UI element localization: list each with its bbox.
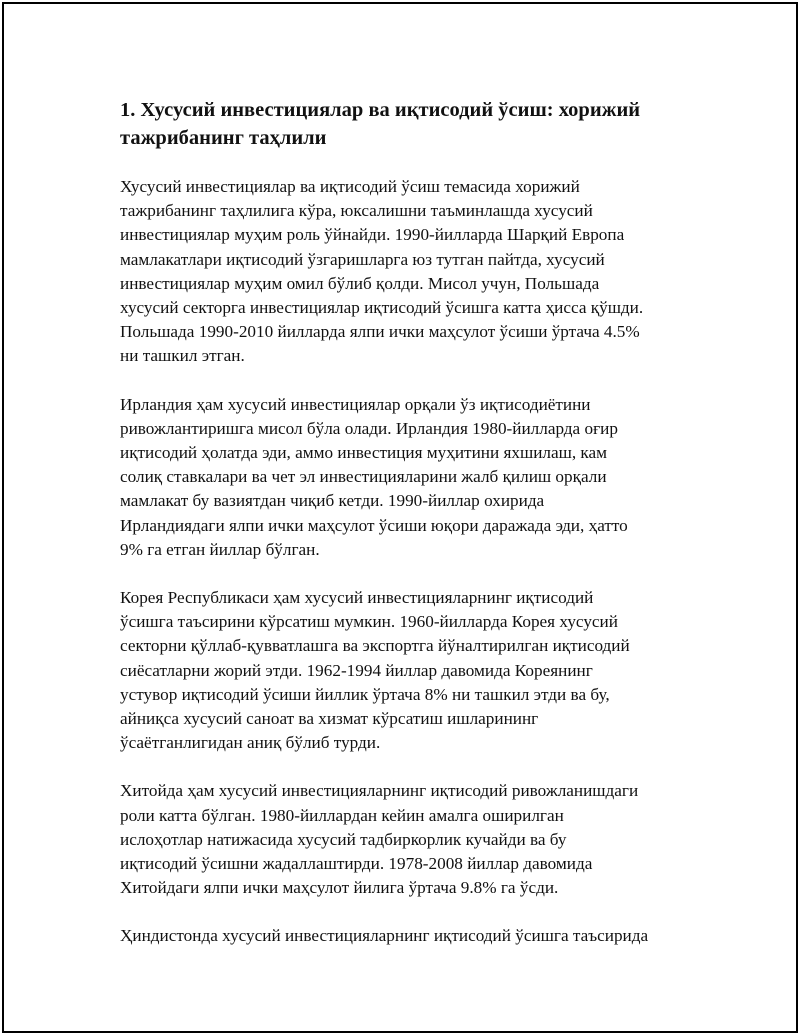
paragraph-poland — [120, 175, 700, 369]
text-line: роли катта бўлган. 1980-йиллардан кейин амалга оширилган — [120, 805, 564, 825]
page-frame — [2, 2, 798, 1033]
text-line: солиқ ставкалари ва чет эл инвестицияларини жалб қилиш орқали — [120, 467, 607, 487]
text-line: Ирландия ҳам хусусий инвестициялар орқали ўз иқтисодиётини — [120, 394, 591, 414]
text-line: секторни қўллаб-қувватлашга ва экспортга йўналтирилган иқтисодий — [120, 636, 630, 656]
text-line: ўсаётганлигидан аниқ бўлиб турди. — [120, 733, 381, 753]
text-line: иқтисодий ўсишни жадаллаштирди. 1978-2008 йиллар давомида — [120, 854, 593, 874]
text-line: тажрибанинг таҳлилига кўра, юксалишни таъминлашда хусусий — [120, 201, 593, 221]
text-line: сиёсатларни жорий этди. 1962-1994 йиллар давомида Кореянинг — [120, 660, 593, 680]
text-line: хусусий секторга инвестициялар иқтисодий ўсишга катта ҳисса қўшди. — [120, 298, 644, 318]
text-line: айниқса хусусий саноат ва хизмат кўрсатиш ишларининг — [120, 709, 539, 729]
text-line: 9% га етган йиллар бўлган. — [120, 539, 320, 559]
heading-line: 1. Хусусий инвестициялар ва иқтисодий ўсиш: хорижий — [120, 99, 641, 121]
text-line: мамлакат бу вазиятдан чиқиб кетди. 1990-йиллар охирида — [120, 491, 545, 511]
text-line: Хитойда ҳам хусусий инвестицияларнинг иқтисодий ривожланишдаги — [120, 781, 639, 801]
paragraph-korea — [120, 586, 700, 755]
text-line: Ирландиядаги ялпи ички маҳсулот ўсиши юқори даражада эди, ҳатто — [120, 515, 628, 535]
text-line: инвестициялар муҳим роль ўйнайди. 1990-йилларда Шарқий Европа — [120, 225, 625, 245]
text-line: инвестициялар муҳим омил бўлиб қолди. Мисол учун, Польшада — [120, 273, 600, 293]
text-line: Ҳиндистонда хусусий инвестицияларнинг иқтисодий ўсишга таъсирида — [120, 926, 649, 946]
text-line: Хусусий инвестициялар ва иқтисодий ўсиш темасида хорижий — [120, 177, 580, 196]
text-line: Корея Республикаси ҳам хусусий инвестицияларнинг иқтисодий — [120, 588, 594, 608]
paragraph-china — [120, 779, 700, 900]
text-line: ни ташкил этган. — [120, 346, 245, 366]
paragraph-ireland — [120, 393, 700, 562]
text-line: ислоҳотлар натижасида хусусий тадбиркорлик кучайди ва бу — [120, 829, 567, 849]
paragraph-india — [120, 924, 700, 948]
text-line: Хитойдаги ялпи ички маҳсулот йилига ўртача 9.8% га ўсди. — [120, 878, 559, 898]
text-line: Польшада 1990-2010 йилларда ялпи ички маҳсулот ўсиши ўртача 4.5% — [120, 322, 640, 342]
text-line: ўсишга таъсирини кўрсатиш мумкин. 1960-йилларда Корея хусусий — [120, 612, 618, 632]
text-line: мамлакатлари иқтисодий ўзгаришларга юз тутган пайтда, хусусий — [120, 249, 605, 269]
text-line: устувор иқтисодий ўсиши йиллик ўртача 8% ни ташкил этди ва бу, — [120, 684, 610, 704]
section-heading — [120, 96, 700, 152]
text-line: иқтисодий ҳолатда эди, аммо инвестиция муҳитини яхшилаш, кам — [120, 443, 608, 463]
text-line: ривожлантиришга мисол бўла олади. Ирландия 1980-йилларда оғир — [120, 418, 618, 438]
heading-line: тажрибанинг таҳлили — [120, 127, 327, 149]
document-body — [120, 96, 700, 973]
